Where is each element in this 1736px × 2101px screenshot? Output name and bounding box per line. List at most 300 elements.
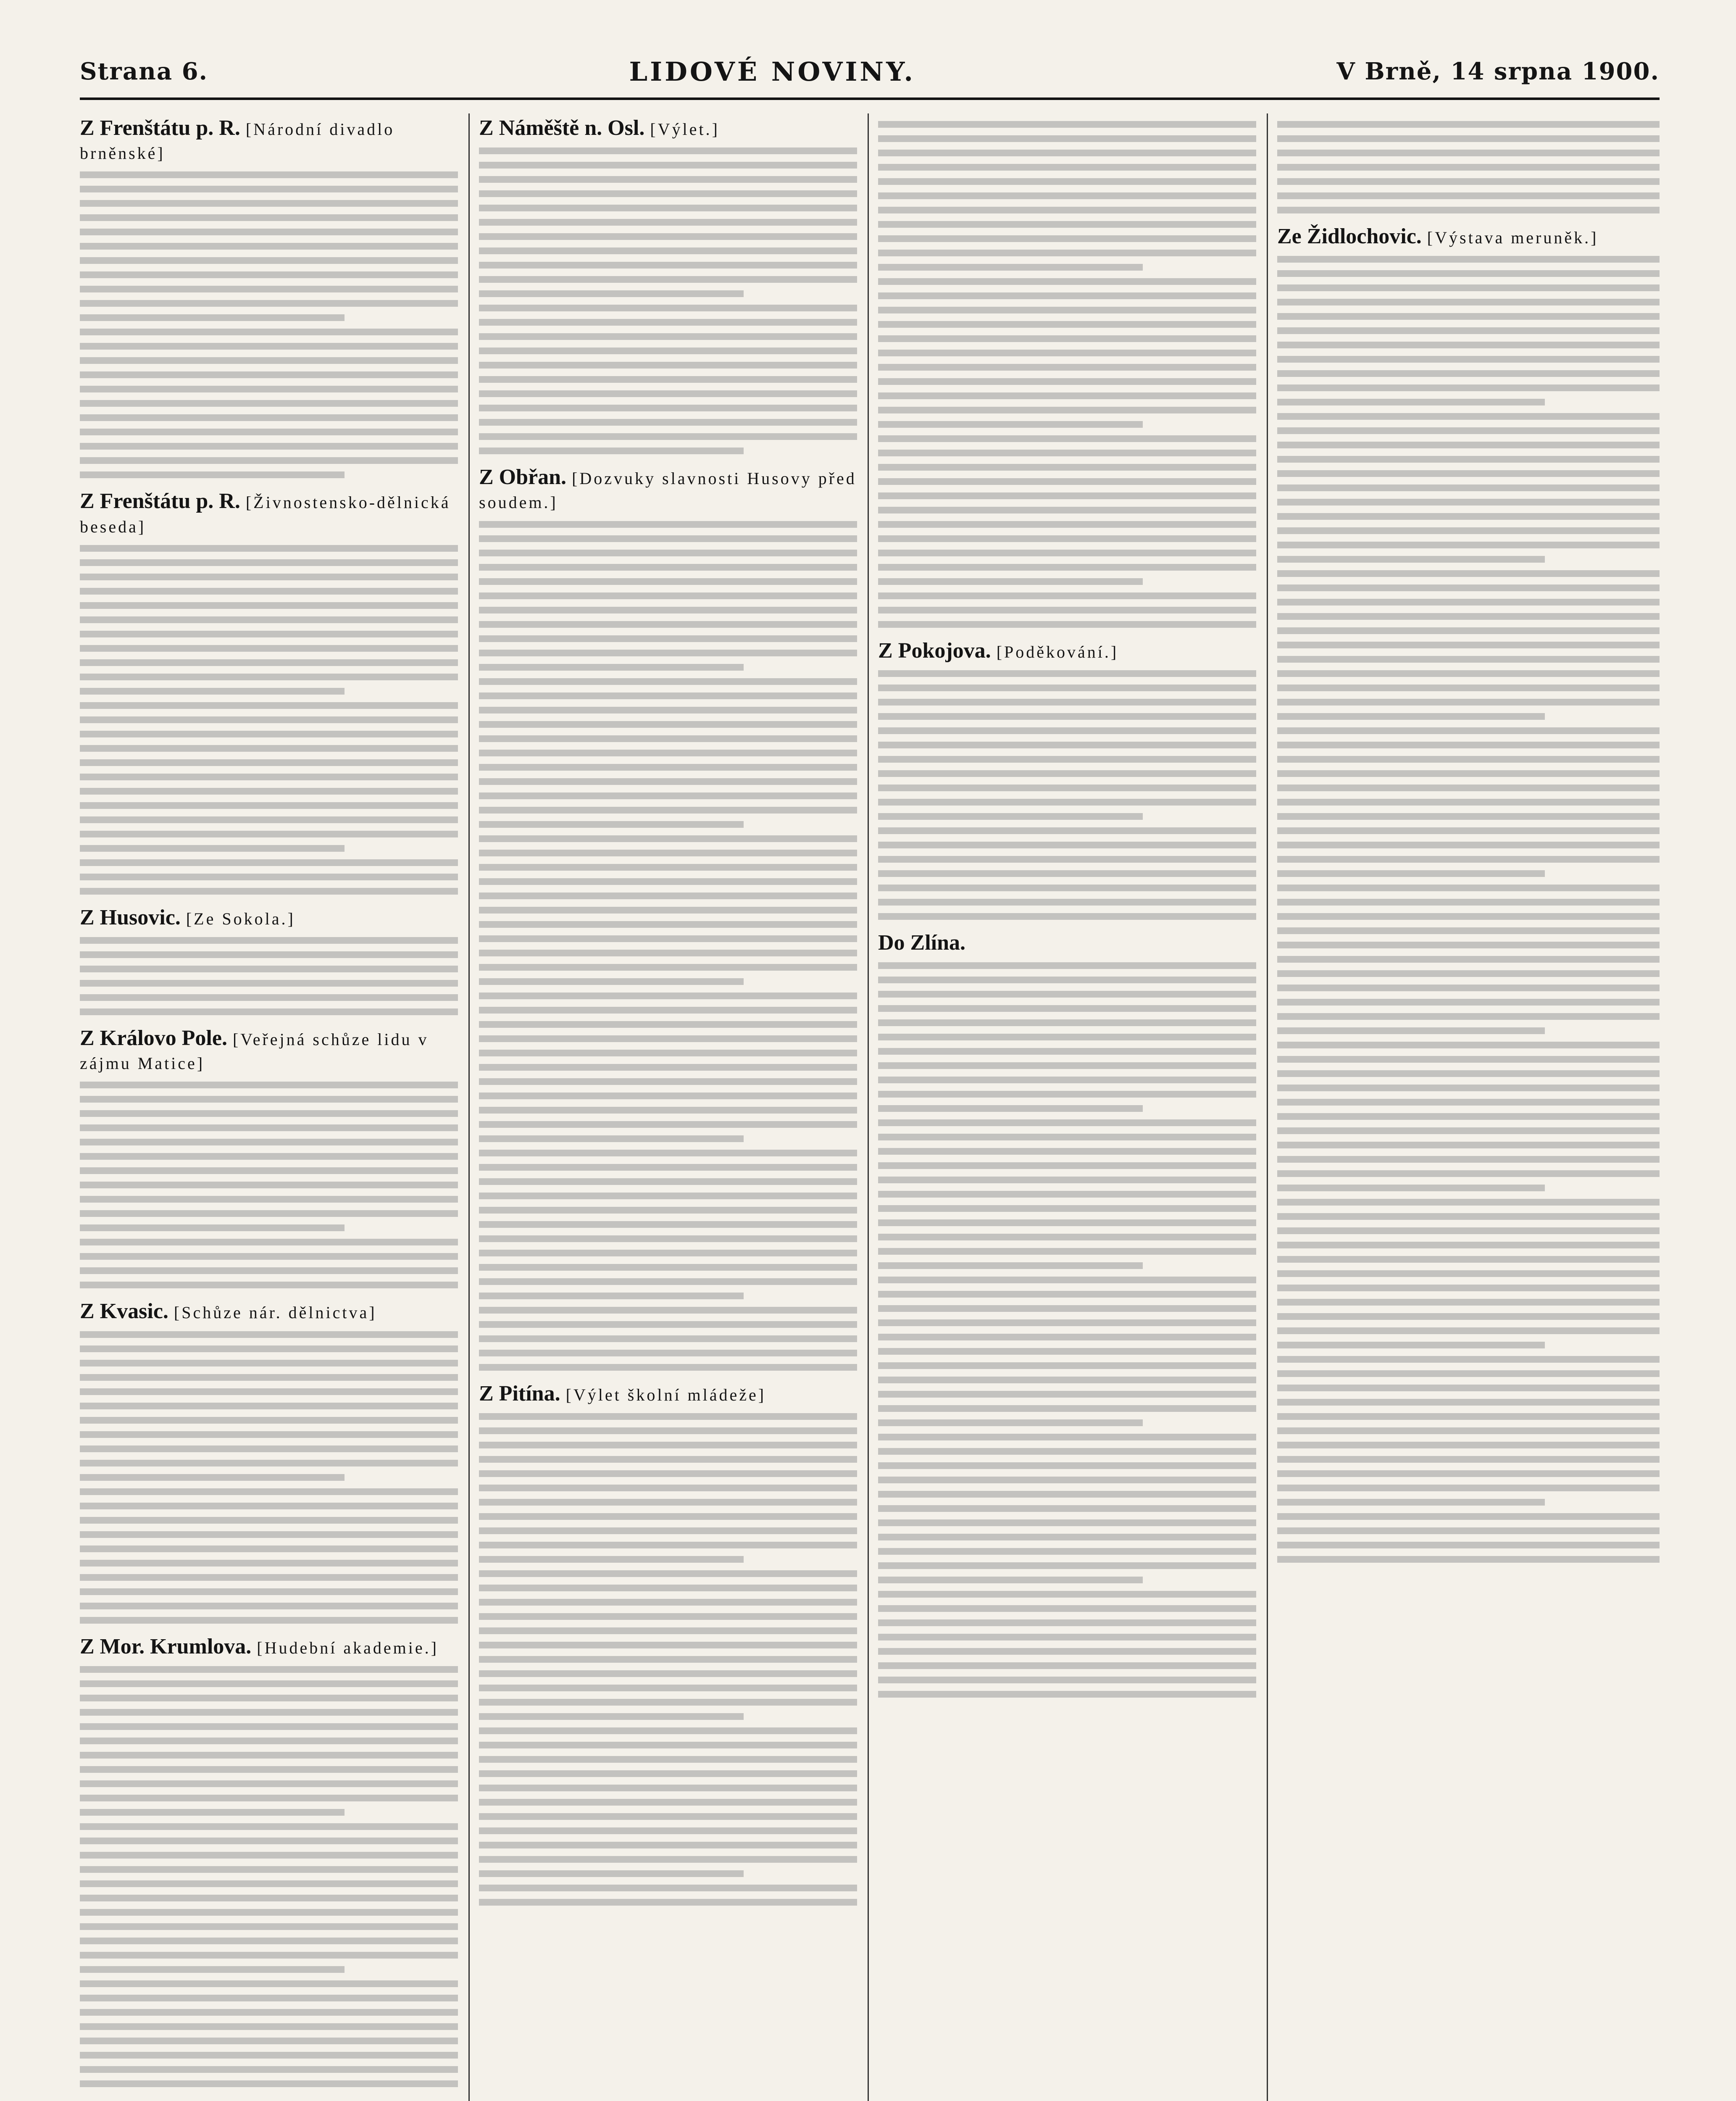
text-line-placeholder xyxy=(479,893,857,899)
text-line-placeholder xyxy=(1277,1456,1660,1463)
text-line-placeholder xyxy=(1277,192,1660,199)
article xyxy=(1277,121,1660,213)
text-line-placeholder xyxy=(479,564,857,571)
text-line-placeholder xyxy=(878,221,1256,228)
text-line-placeholder xyxy=(80,2066,458,2073)
text-line-placeholder xyxy=(1277,656,1660,663)
text-line-placeholder xyxy=(479,448,744,454)
text-line-placeholder xyxy=(479,678,857,685)
text-line-placeholder xyxy=(479,1250,857,1256)
article xyxy=(80,1635,458,2087)
headline-text: Z Husovic. xyxy=(80,905,181,929)
text-line-placeholder xyxy=(479,921,857,928)
text-line-placeholder xyxy=(1277,342,1660,348)
text-line-placeholder xyxy=(80,200,458,207)
text-line-placeholder xyxy=(878,507,1256,513)
text-line-placeholder xyxy=(1277,1070,1660,1077)
text-line-placeholder xyxy=(1277,1385,1660,1391)
headline-text: Z Náměště n. Osl. xyxy=(479,116,645,140)
text-line-placeholder xyxy=(80,271,458,278)
text-line-placeholder xyxy=(479,1770,857,1777)
headline-text: Z Kvasic. xyxy=(80,1299,168,1324)
text-line-placeholder xyxy=(1277,384,1660,391)
text-line-placeholder xyxy=(1277,1027,1545,1034)
text-line-placeholder xyxy=(80,229,458,235)
text-line-placeholder xyxy=(80,816,458,823)
text-line-placeholder xyxy=(479,1207,857,1214)
text-line-placeholder xyxy=(1277,1142,1660,1148)
text-line-placeholder xyxy=(1277,284,1660,291)
text-line-placeholder xyxy=(80,1680,458,1687)
text-line-placeholder xyxy=(479,635,857,642)
text-line-placeholder xyxy=(479,1627,857,1634)
text-line-placeholder xyxy=(878,1319,1256,1326)
text-line-placeholder xyxy=(1277,970,1660,977)
text-line-placeholder xyxy=(878,478,1256,485)
text-line-placeholder xyxy=(1277,985,1660,991)
text-line-placeholder xyxy=(80,774,458,780)
text-line-placeholder xyxy=(1277,442,1660,448)
text-line-placeholder xyxy=(80,2052,458,2059)
text-line-placeholder xyxy=(80,674,458,680)
article xyxy=(1277,224,1660,1563)
text-line-placeholder xyxy=(479,1613,857,1620)
text-line-placeholder xyxy=(1277,570,1660,577)
article xyxy=(479,116,857,454)
column-1 xyxy=(80,113,458,2101)
column-divider xyxy=(1267,113,1268,2101)
text-line-placeholder xyxy=(1277,913,1660,920)
text-line-placeholder xyxy=(479,1742,857,1748)
text-line-placeholder xyxy=(479,821,744,828)
text-line-placeholder xyxy=(80,2009,458,2016)
text-line-placeholder xyxy=(80,1388,458,1395)
text-line-placeholder xyxy=(80,1082,458,1088)
text-line-placeholder xyxy=(80,1738,458,1744)
text-line-placeholder xyxy=(1277,1356,1660,1363)
text-line-placeholder xyxy=(878,1148,1256,1155)
text-line-placeholder xyxy=(479,1827,857,1834)
text-line-placeholder xyxy=(479,1364,857,1371)
text-line-placeholder xyxy=(1277,370,1660,377)
headline-subhead: [Hudební akademie.] xyxy=(257,1638,439,1657)
text-line-placeholder xyxy=(479,1785,857,1791)
column-4 xyxy=(1277,113,1660,2101)
text-line-placeholder xyxy=(1277,356,1660,363)
text-line-placeholder xyxy=(479,319,857,326)
text-line-placeholder xyxy=(1277,413,1660,420)
text-line-placeholder xyxy=(1277,1013,1660,1020)
text-line-placeholder xyxy=(878,450,1256,456)
text-line-placeholder xyxy=(479,778,857,785)
text-line-placeholder xyxy=(80,602,458,609)
text-line-placeholder xyxy=(80,1603,458,1609)
text-line-placeholder xyxy=(479,290,744,297)
text-line-placeholder xyxy=(80,343,458,350)
text-line-placeholder xyxy=(80,1445,458,1452)
text-line-placeholder xyxy=(878,1077,1256,1083)
text-line-placeholder xyxy=(878,1219,1256,1226)
text-line-placeholder xyxy=(479,1699,857,1706)
text-line-placeholder xyxy=(479,578,857,585)
text-line-placeholder xyxy=(1277,150,1660,156)
text-line-placeholder xyxy=(878,1462,1256,1469)
text-line-placeholder xyxy=(80,1224,345,1231)
text-line-placeholder xyxy=(479,664,744,671)
text-line-placeholder xyxy=(1277,1127,1660,1134)
text-line-placeholder xyxy=(479,176,857,183)
headline-subhead: [Veřejná schůze lidu v zájmu Matice] xyxy=(80,1029,429,1073)
article-headline xyxy=(878,931,1256,955)
text-line-placeholder xyxy=(878,813,1143,820)
text-line-placeholder xyxy=(1277,742,1660,748)
headline-subhead: [Národní divadlo brněnské] xyxy=(80,120,395,163)
text-line-placeholder xyxy=(80,659,458,666)
page-number: Strana 6. xyxy=(80,58,208,85)
text-line-placeholder xyxy=(878,870,1256,877)
text-line-placeholder xyxy=(1277,527,1660,534)
article-headline xyxy=(80,1635,458,1659)
text-line-placeholder xyxy=(80,1780,458,1787)
text-line-placeholder xyxy=(878,1005,1256,1012)
text-line-placeholder xyxy=(80,1823,458,1830)
text-line-placeholder xyxy=(878,770,1256,777)
text-line-placeholder xyxy=(1277,484,1660,491)
article-headline xyxy=(1277,224,1660,248)
text-line-placeholder xyxy=(1277,670,1660,677)
text-line-placeholder xyxy=(80,616,458,623)
text-line-placeholder xyxy=(80,371,458,378)
text-line-placeholder xyxy=(878,321,1256,328)
text-line-placeholder xyxy=(80,1809,345,1816)
text-line-placeholder xyxy=(1277,1099,1660,1106)
text-line-placeholder xyxy=(80,588,458,595)
text-line-placeholder xyxy=(80,1866,458,1873)
text-line-placeholder xyxy=(80,631,458,637)
text-line-placeholder xyxy=(878,1405,1256,1412)
text-line-placeholder xyxy=(1277,270,1660,277)
headline-text: Z Frenštátu p. R. xyxy=(80,116,240,140)
text-line-placeholder xyxy=(479,1670,857,1677)
text-line-placeholder xyxy=(479,1599,857,1606)
text-line-placeholder xyxy=(878,1662,1256,1669)
text-line-placeholder xyxy=(80,2023,458,2030)
text-line-placeholder xyxy=(80,1852,458,1859)
text-line-placeholder xyxy=(479,1413,857,1420)
text-line-placeholder xyxy=(479,607,857,613)
text-line-placeholder xyxy=(479,521,857,528)
text-line-placeholder xyxy=(1277,1413,1660,1420)
text-line-placeholder xyxy=(479,1585,857,1591)
text-line-placeholder xyxy=(479,1485,857,1491)
text-line-placeholder xyxy=(878,1291,1256,1298)
text-line-placeholder xyxy=(878,1119,1256,1126)
text-line-placeholder xyxy=(479,1856,857,1863)
text-line-placeholder xyxy=(878,550,1256,556)
text-line-placeholder xyxy=(878,756,1256,763)
text-line-placeholder xyxy=(878,592,1256,599)
text-line-placeholder xyxy=(479,535,857,542)
column-2 xyxy=(479,113,857,2101)
text-line-placeholder xyxy=(80,1723,458,1730)
text-line-placeholder xyxy=(1277,1213,1660,1220)
text-line-placeholder xyxy=(479,1293,744,1299)
text-line-placeholder xyxy=(878,1548,1256,1555)
text-line-placeholder xyxy=(1277,642,1660,648)
text-line-placeholder xyxy=(80,688,345,695)
text-line-placeholder xyxy=(80,2038,458,2044)
article xyxy=(80,489,458,894)
text-line-placeholder xyxy=(80,1474,345,1481)
text-line-placeholder xyxy=(878,1534,1256,1540)
text-line-placeholder xyxy=(1277,899,1660,906)
text-line-placeholder xyxy=(878,364,1256,371)
text-line-placeholder xyxy=(878,1391,1256,1398)
issue-date: V Brně, 14 srpna 1900. xyxy=(1336,58,1660,85)
text-line-placeholder xyxy=(80,314,345,321)
text-line-placeholder xyxy=(80,1360,458,1366)
text-line-placeholder xyxy=(878,1491,1256,1498)
article-text xyxy=(479,147,857,454)
text-line-placeholder xyxy=(878,1162,1256,1169)
text-line-placeholder xyxy=(80,1267,458,1274)
text-line-placeholder xyxy=(878,1519,1256,1526)
text-line-placeholder xyxy=(80,1909,458,1916)
text-line-placeholder xyxy=(80,937,458,944)
text-line-placeholder xyxy=(479,1021,857,1028)
text-line-placeholder xyxy=(1277,121,1660,128)
text-line-placeholder xyxy=(80,1952,458,1959)
text-line-placeholder xyxy=(479,405,857,411)
text-line-placeholder xyxy=(80,1766,458,1773)
text-line-placeholder xyxy=(878,492,1256,499)
text-line-placeholder xyxy=(878,1648,1256,1655)
text-line-placeholder xyxy=(80,1517,458,1524)
text-line-placeholder xyxy=(1277,1256,1660,1263)
text-line-placeholder xyxy=(80,400,458,407)
article-headline xyxy=(479,1382,857,1406)
text-line-placeholder xyxy=(479,390,857,397)
text-line-placeholder xyxy=(479,1656,857,1663)
text-line-placeholder xyxy=(80,1980,458,1987)
headline-subhead: [Výlet.] xyxy=(650,120,720,139)
text-line-placeholder xyxy=(80,745,458,752)
article-headline xyxy=(80,116,458,164)
text-line-placeholder xyxy=(1277,1227,1660,1234)
text-line-placeholder xyxy=(1277,499,1660,506)
article xyxy=(878,931,1256,1698)
text-line-placeholder xyxy=(1277,1042,1660,1048)
text-line-placeholder xyxy=(479,878,857,885)
text-line-placeholder xyxy=(878,727,1256,734)
text-line-placeholder xyxy=(878,607,1256,613)
text-line-placeholder xyxy=(1277,870,1545,877)
text-line-placeholder xyxy=(80,951,458,958)
text-line-placeholder xyxy=(878,1377,1256,1383)
headline-text: Do Zlína. xyxy=(878,931,966,955)
headline-text: Z Mor. Krumlova. xyxy=(80,1634,252,1659)
text-line-placeholder xyxy=(1277,313,1660,320)
text-line-placeholder xyxy=(80,702,458,709)
text-line-placeholder xyxy=(479,1093,857,1099)
article xyxy=(80,1299,458,1623)
text-line-placeholder xyxy=(1277,1542,1660,1548)
text-line-placeholder xyxy=(1277,584,1660,591)
text-line-placeholder xyxy=(878,1419,1143,1426)
text-line-placeholder xyxy=(1277,1399,1660,1406)
text-line-placeholder xyxy=(1277,513,1660,520)
text-line-placeholder xyxy=(80,1345,458,1352)
text-line-placeholder xyxy=(479,1756,857,1763)
text-line-placeholder xyxy=(80,1966,345,1973)
text-line-placeholder xyxy=(878,307,1256,313)
text-line-placeholder xyxy=(1277,1270,1660,1277)
text-line-placeholder xyxy=(1277,1427,1660,1434)
text-line-placeholder xyxy=(1277,327,1660,334)
text-line-placeholder xyxy=(479,305,857,311)
text-line-placeholder xyxy=(80,1417,458,1424)
text-line-placeholder xyxy=(1277,827,1660,834)
text-line-placeholder xyxy=(80,980,458,987)
article-headline xyxy=(479,116,857,140)
text-line-placeholder xyxy=(479,1193,857,1199)
text-line-placeholder xyxy=(878,1105,1143,1112)
text-line-placeholder xyxy=(1277,1442,1660,1448)
text-line-placeholder xyxy=(878,699,1256,706)
text-line-placeholder xyxy=(80,1331,458,1338)
headline-subhead: [Schůze nár. dělnictva] xyxy=(174,1303,377,1322)
text-line-placeholder xyxy=(878,250,1256,256)
article-text xyxy=(80,1331,458,1624)
text-line-placeholder xyxy=(479,1178,857,1185)
article-text xyxy=(80,1666,458,2087)
text-line-placeholder xyxy=(1277,1470,1660,1477)
headline-text: Z Pitína. xyxy=(479,1381,560,1406)
text-line-placeholder xyxy=(80,845,345,852)
text-line-placeholder xyxy=(1277,627,1660,634)
text-line-placeholder xyxy=(878,1234,1256,1240)
text-line-placeholder xyxy=(878,1677,1256,1683)
text-line-placeholder xyxy=(80,888,458,895)
text-line-placeholder xyxy=(80,1880,458,1887)
text-line-placeholder xyxy=(479,1064,857,1071)
text-line-placeholder xyxy=(80,329,458,335)
text-line-placeholder xyxy=(878,1448,1256,1455)
text-line-placeholder xyxy=(1277,1242,1660,1248)
text-line-placeholder xyxy=(1277,813,1660,820)
text-line-placeholder xyxy=(479,333,857,340)
text-line-placeholder xyxy=(479,1542,857,1548)
article-text xyxy=(479,521,857,1371)
text-line-placeholder xyxy=(878,1191,1256,1198)
text-line-placeholder xyxy=(479,850,857,856)
text-line-placeholder xyxy=(1277,556,1545,563)
text-line-placeholder xyxy=(878,1348,1256,1355)
text-line-placeholder xyxy=(479,1885,857,1891)
text-line-placeholder xyxy=(878,535,1256,542)
text-line-placeholder xyxy=(80,457,458,464)
text-line-placeholder xyxy=(80,802,458,809)
text-line-placeholder xyxy=(80,1239,458,1245)
text-line-placeholder xyxy=(1277,1556,1660,1563)
text-line-placeholder xyxy=(1277,207,1660,213)
text-line-placeholder xyxy=(479,262,857,269)
text-line-placeholder xyxy=(479,764,857,771)
text-line-placeholder xyxy=(80,1574,458,1581)
text-line-placeholder xyxy=(479,792,857,799)
text-line-placeholder xyxy=(479,162,857,169)
text-line-placeholder xyxy=(878,278,1256,285)
text-line-placeholder xyxy=(80,1096,458,1103)
text-line-placeholder xyxy=(1277,770,1660,777)
headline-text: Z Královo Pole. xyxy=(80,1026,227,1050)
text-line-placeholder xyxy=(878,521,1256,528)
article-text xyxy=(80,1082,458,1288)
text-line-placeholder xyxy=(479,721,857,728)
text-line-placeholder xyxy=(80,559,458,566)
text-line-placeholder xyxy=(479,1842,857,1848)
text-line-placeholder xyxy=(878,150,1256,156)
text-line-placeholder xyxy=(1277,713,1545,720)
text-line-placeholder xyxy=(479,1870,744,1877)
text-line-placeholder xyxy=(878,235,1256,242)
text-line-placeholder xyxy=(1277,1156,1660,1163)
text-line-placeholder xyxy=(479,735,857,742)
text-line-placeholder xyxy=(80,1938,458,1944)
text-line-placeholder xyxy=(479,348,857,354)
headline-subhead: [Dozvuky slavnosti Husovy před soudem.] xyxy=(479,469,857,512)
text-line-placeholder xyxy=(1277,1327,1660,1334)
text-line-placeholder xyxy=(80,243,458,250)
text-line-placeholder xyxy=(479,1264,857,1271)
text-line-placeholder xyxy=(479,247,857,254)
text-line-placeholder xyxy=(878,1634,1256,1640)
text-line-placeholder xyxy=(878,885,1256,891)
text-line-placeholder xyxy=(479,147,857,154)
article xyxy=(80,906,458,1015)
text-line-placeholder xyxy=(1277,1199,1660,1206)
text-line-placeholder xyxy=(878,962,1256,969)
text-line-placeholder xyxy=(878,1248,1256,1255)
text-line-placeholder xyxy=(479,1050,857,1056)
text-line-placeholder xyxy=(878,1091,1256,1098)
text-line-placeholder xyxy=(479,1713,744,1720)
text-line-placeholder xyxy=(479,1350,857,1356)
text-line-placeholder xyxy=(1277,1527,1660,1534)
text-line-placeholder xyxy=(1277,727,1660,734)
text-line-placeholder xyxy=(479,1235,857,1242)
text-line-placeholder xyxy=(80,357,458,364)
text-line-placeholder xyxy=(878,1334,1256,1340)
text-line-placeholder xyxy=(878,135,1256,142)
article-text xyxy=(878,962,1256,1698)
text-line-placeholder xyxy=(479,692,857,699)
text-line-placeholder xyxy=(1277,1499,1545,1506)
text-line-placeholder xyxy=(878,178,1256,185)
text-line-placeholder xyxy=(1277,799,1660,806)
text-line-placeholder xyxy=(479,1799,857,1806)
text-line-placeholder xyxy=(878,1691,1256,1698)
article-text xyxy=(1277,256,1660,1563)
text-line-placeholder xyxy=(878,856,1256,863)
text-line-placeholder xyxy=(1277,613,1660,620)
text-line-placeholder xyxy=(1277,1170,1660,1177)
text-line-placeholder xyxy=(878,1134,1256,1140)
text-line-placeholder xyxy=(1277,1342,1545,1348)
text-line-placeholder xyxy=(878,913,1256,920)
text-line-placeholder xyxy=(878,378,1256,385)
text-line-placeholder xyxy=(878,464,1256,471)
